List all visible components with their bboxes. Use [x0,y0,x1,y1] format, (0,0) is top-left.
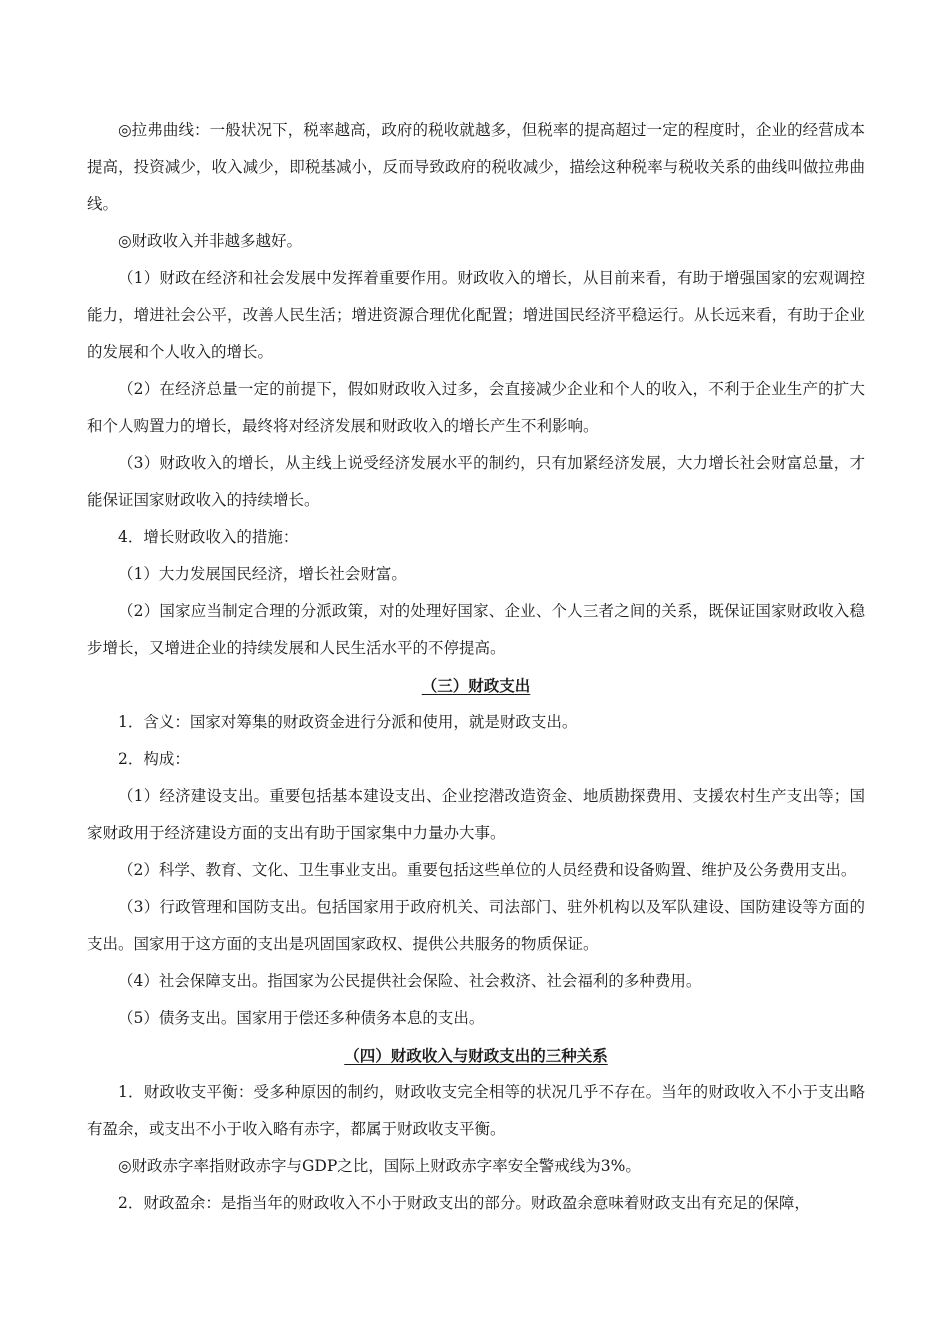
section-heading-three-relations [87,1037,865,1074]
paragraph-deficit-ratio: ◎财政赤字率指财政赤字与GDP之比，国际上财政赤字率安全警戒线为3%。 [118,1157,641,1175]
paragraph-revenue-point-3: （3）财政收入的增长，从主线上说受经济发展水平的制约，只有加紧经济发展，大力增长社会财富总量，才能保证国家财政收入的持续增长。 [87,454,865,509]
paragraph-increase-measures: 4．增长财政收入的措施： [118,528,299,546]
section-heading-text: （四）财政收入与财政支出的三种关系 [344,1046,608,1065]
paragraph-social-security: （4）社会保障支出。指国家为公民提供社会保险、社会救济、社会福利的多种费用。 [118,972,702,990]
paragraph-measure-2: （2）国家应当制定合理的分派政策，对的处理好国家、企业、个人三者之间的关系，既保证国家财政收入稳步增长，又增进企业的持续发展和人民生活水平的不停提高。 [87,602,865,657]
paragraph-administration-defense: （3）行政管理和国防支出。包括国家用于政府机关、司法部门、驻外机构以及军队建设、国防建设等方面的支出。国家用于这方面的支出是巩固国家政权、提供公共服务的物质保证。 [87,898,865,953]
paragraph-laffer-curve: ◎拉弗曲线：一般状况下，税率越高，政府的税收就越多，但税率的提高超过一定的程度时，企业的经营成本提高，投资减少，收入减少，即税基减小，反而导致政府的税收减少，描绘这种税率与税收关系的曲线叫做拉弗曲线。 [87,121,865,213]
paragraph-expenditure-composition: 2．构成： [118,750,190,768]
paragraph-debt-expenditure: （5）债务支出。国家用于偿还多种债务本息的支出。 [118,1009,485,1027]
paragraph-revenue-not-more-better: ◎财政收入并非越多越好。 [118,232,303,250]
paragraph-fiscal-surplus: 2．财政盈余：是指当年的财政收入不小于财政支出的部分。财政盈余意味着财政支出有充足的保障， [118,1194,810,1212]
section-heading-text: （三）财政支出 [421,676,531,695]
section-heading-fiscal-expenditure [87,667,865,704]
paragraph-economic-construction: （1）经济建设支出。重要包括基本建设支出、企业挖潜改造资金、地质勘探费用、支援农村生产支出等；国家财政用于经济建设方面的支出有助于国家集中力量办大事。 [87,787,865,842]
paragraph-measure-1: （1）大力发展国民经济，增长社会财富。 [118,565,407,583]
document-page [87,112,865,1222]
paragraph-science-education: （2）科学、教育、文化、卫生事业支出。重要包括这些单位的人员经费和设备购置、维护及公务费用支出。 [118,861,857,879]
paragraph-fiscal-balance: 1．财政收支平衡：受多种原因的制约，财政收支完全相等的状况几乎不存在。当年的财政收入不小于支出略有盈余，或支出不小于收入略有赤字，都属于财政收支平衡。 [87,1083,865,1138]
paragraph-revenue-point-1: （1）财政在经济和社会发展中发挥着重要作用。财政收入的增长，从目前来看，有助于增强国家的宏观调控能力，增进社会公平，改善人民生活；增进资源合理优化配置；增进国民经济平稳运行。从长远来看，有助于企业的发展和个人收入的增长。 [87,269,865,361]
paragraph-expenditure-definition: 1．含义：国家对筹集的财政资金进行分派和使用，就是财政支出。 [118,713,578,731]
paragraph-revenue-point-2: （2）在经济总量一定的前提下，假如财政收入过多，会直接减少企业和个人的收入，不利于企业生产的扩大和个人购置力的增长，最终将对经济发展和财政收入的增长产生不利影响。 [87,380,865,435]
